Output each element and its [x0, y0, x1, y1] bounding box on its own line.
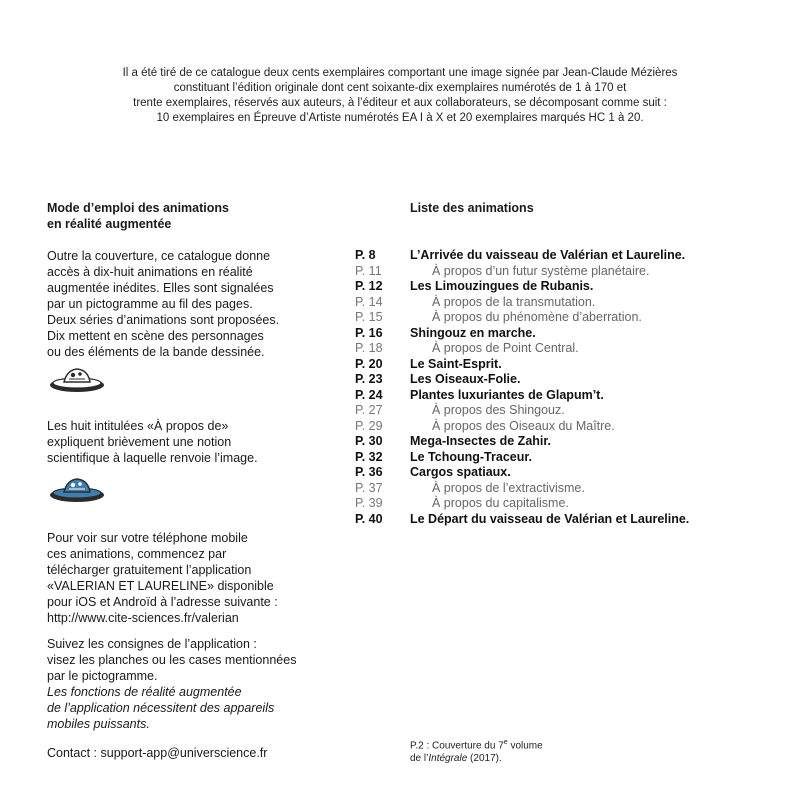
download-paragraph — [47, 530, 278, 626]
spaceship-pictogram-blue-icon — [47, 474, 107, 508]
caption-line-1 — [410, 736, 543, 752]
page-number: P. 29 — [355, 418, 383, 433]
text-line: ces animations, commencez par — [47, 547, 227, 561]
about-animation-item — [355, 403, 775, 419]
animations-column — [355, 200, 770, 765]
animation-title: À propos du phénomène d’aberration. — [432, 310, 642, 324]
heading-line: en réalité augmentée — [47, 217, 172, 231]
animation-title: Le Départ du vaisseau de Valérian et Laureline. — [410, 511, 690, 526]
caption-line-2 — [410, 752, 543, 765]
page-number: P. 8 — [355, 248, 376, 262]
colophon — [40, 66, 760, 126]
page-number: P. 23 — [355, 372, 383, 386]
animation-title: Mega-Insectes de Zahir. — [410, 434, 552, 448]
animation-title: À propos des Oiseaux du Maître. — [432, 418, 615, 433]
about-animation-item — [355, 481, 775, 497]
text-line: de l’application nécessitent des appareils — [47, 701, 275, 715]
animation-item — [355, 279, 775, 295]
page-number: P. 18 — [355, 341, 383, 355]
animation-item — [355, 248, 775, 264]
about-animation-item — [355, 310, 775, 326]
instructions-heading — [47, 200, 327, 232]
colophon-line: Il a été tiré de ce catalogue deux cents exemplaires comportant une image signée par Jean-Claude Mézières — [122, 67, 678, 79]
text-line: Deux séries d’animations sont proposées. — [47, 313, 280, 327]
instructions-column — [47, 200, 327, 760]
about-paragraph — [47, 418, 258, 466]
app-url-link[interactable]: http://www.cite-sciences.fr/valerian — [47, 611, 239, 625]
text-line: télécharger gratuitement l’application — [47, 563, 252, 577]
animation-title: Le Saint-Esprit. — [410, 356, 502, 371]
page-number: P. 12 — [355, 279, 383, 293]
animation-title: À propos de Point Central. — [432, 341, 579, 355]
heading-line: Mode d’emploi des animations — [47, 201, 229, 215]
animations-heading: Liste des animations — [410, 201, 534, 215]
text-line: Suivez les consignes de l’application : — [47, 637, 257, 651]
page-number: P. 36 — [355, 465, 383, 479]
caption-text: volume — [507, 740, 543, 752]
page-number: P. 30 — [355, 434, 383, 448]
intro-paragraph — [47, 248, 279, 360]
animation-item — [355, 326, 775, 342]
text-line: par un pictogramme au fil des pages. — [47, 297, 253, 311]
text-line: par le pictogramme. — [47, 669, 158, 683]
page-number: P. 15 — [355, 310, 383, 324]
text-line: Dix mettent en scène des personnages — [47, 329, 264, 343]
animation-title: L’Arrivée du vaisseau de Valérian et Laureline. — [410, 248, 686, 262]
caption-text: de l’ — [410, 753, 429, 765]
about-animation-item — [355, 341, 775, 357]
animation-title: Les Limouzingues de Rubanis. — [410, 279, 594, 293]
text-line: Pour voir sur votre téléphone mobile — [47, 531, 248, 545]
animation-title: À propos d’un futur système planétaire. — [432, 263, 650, 278]
contact-line[interactable]: Contact : support-app@universcience.fr — [47, 746, 268, 760]
colophon-line: constituant l’édition originale dont cent soixante-dix exemplaires numérotés de 1 à 170 et — [173, 82, 627, 94]
colophon-line: trente exemplaires, réservés aux auteurs, à l’éditeur et aux collaborateurs, se décomposant comme suit : — [133, 97, 667, 109]
animation-title: Le Tchoung-Traceur. — [410, 449, 533, 464]
text-line: augmentée inédites. Elles sont signalées — [47, 281, 274, 295]
animation-item — [355, 388, 775, 404]
animation-item — [355, 372, 775, 388]
page-number: P. 24 — [355, 387, 383, 402]
animation-title: Cargos spatiaux. — [410, 465, 511, 479]
caption-text: (2017). — [467, 753, 502, 765]
page-number: P. 14 — [355, 294, 383, 309]
page-number: P. 20 — [355, 356, 383, 371]
colophon-line: 10 exemplaires en Épreuve d’Artiste numérotés EA I à X et 20 exemplaires marqués HC 1 à 20. — [156, 112, 644, 124]
about-animation-item — [355, 419, 775, 435]
animation-title: Plantes luxuriantes de Glapum’t. — [410, 387, 604, 402]
animation-title: Shingouz en marche. — [410, 325, 536, 340]
spaceship-pictogram-icon — [47, 364, 107, 398]
animation-item — [355, 357, 775, 373]
page-number: P. 27 — [355, 403, 383, 417]
page-number: P. 16 — [355, 325, 383, 340]
caption-text: P.2 : Couverture du 7 — [410, 740, 504, 752]
text-line: pour iOS et Androïd à l’adresse suivante : — [47, 595, 278, 609]
animation-title: À propos des Shingouz. — [432, 403, 565, 417]
animation-item — [355, 512, 775, 528]
text-line: expliquent brièvement une notion — [47, 435, 232, 449]
text-line: Les huit intitulées «À propos de» — [47, 419, 229, 433]
instructions-paragraph — [47, 636, 296, 732]
page-number: P. 32 — [355, 449, 383, 464]
caption-superscript: e — [503, 739, 508, 746]
animation-item — [355, 465, 775, 481]
about-animation-item — [355, 295, 775, 311]
page-number: P. 40 — [355, 511, 383, 526]
animation-title: Les Oiseaux-Folie. — [410, 372, 521, 386]
about-animation-item — [355, 264, 775, 280]
page-number: P. 37 — [355, 480, 383, 495]
cover-caption — [410, 736, 543, 765]
text-line: «VALERIAN ET LAURELINE» disponible — [47, 579, 274, 593]
text-line: scientifique à laquelle renvoie l’image. — [47, 451, 258, 465]
animation-title: À propos de la transmutation. — [432, 294, 596, 309]
text-line: mobiles puissants. — [47, 717, 150, 731]
animation-title: À propos de l’extractivisme. — [432, 480, 585, 495]
animation-item — [355, 434, 775, 450]
caption-italic-title: Intégrale — [428, 753, 468, 765]
animation-title: À propos du capitalisme. — [432, 496, 569, 510]
text-line: accès à dix-huit animations en réalité — [47, 265, 253, 279]
about-animation-item — [355, 496, 775, 512]
page-number: P. 11 — [355, 263, 382, 278]
text-line: Outre la couverture, ce catalogue donne — [47, 249, 271, 263]
text-line: visez les planches ou les cases mentionnées — [47, 653, 297, 667]
page-number: P. 39 — [355, 496, 383, 510]
animation-item — [355, 450, 775, 466]
text-line: Les fonctions de réalité augmentée — [47, 685, 242, 699]
animations-list — [355, 248, 775, 527]
text-line: ou des éléments de la bande dessinée. — [47, 345, 265, 359]
